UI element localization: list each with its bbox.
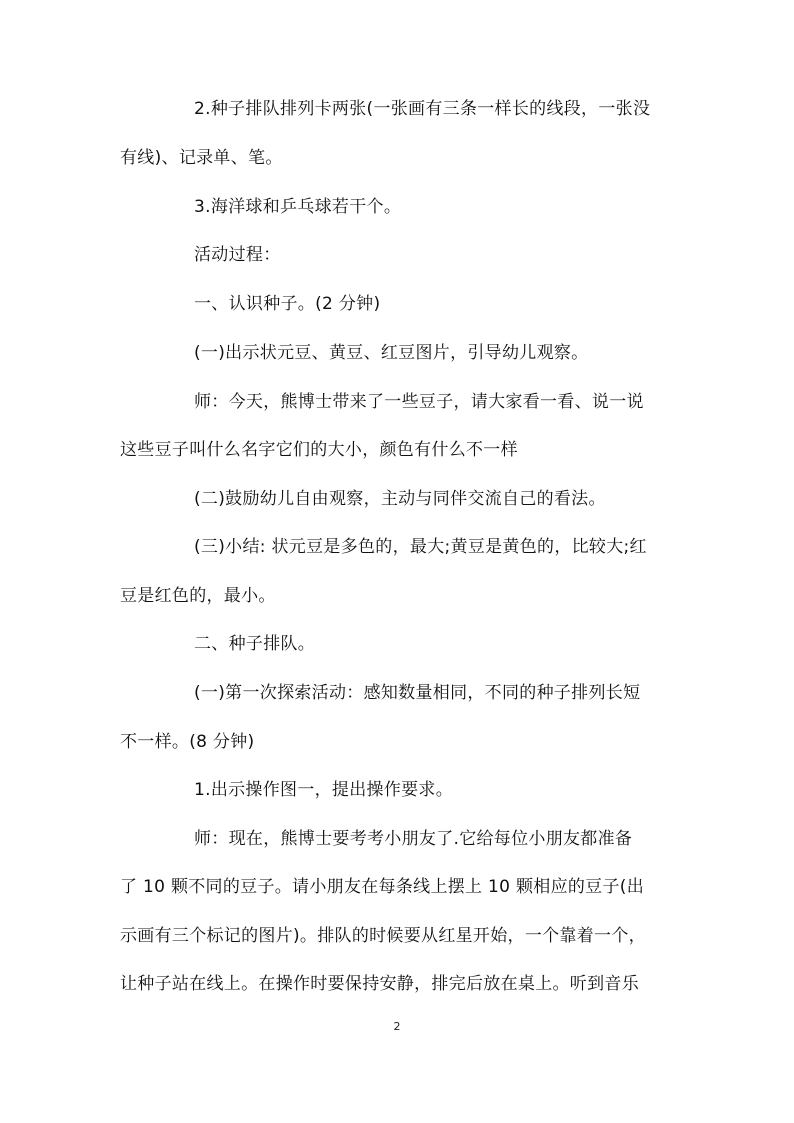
text-line: 示画有三个标记的图片)。排队的时候要从红星开始，一个靠着一个， — [120, 926, 646, 946]
text-line: 师：今天，熊博士带来了一些豆子，请大家看一看、说一说 — [194, 392, 644, 412]
text-line: (三)小结: 状元豆是多色的，最大;黄豆是黄色的，比较大;红 — [194, 537, 647, 557]
text-line: 豆是红色的，最小。 — [120, 586, 276, 606]
text-line: 3.海洋球和乒乓球若干个。 — [194, 197, 402, 217]
text-line: (一)出示状元豆、黄豆、红豆图片，引导幼儿观察。 — [194, 343, 589, 363]
text-line: 有线)、记录单、笔。 — [120, 148, 283, 168]
section-heading: 二、种子排队。 — [194, 634, 316, 654]
text-line: 让种子站在线上。在操作时要保持安静，排完后放在桌上。听到音乐 — [120, 974, 639, 994]
text-line: (一)第一次探索活动：感知数量相同，不同的种子排列长短 — [194, 683, 641, 703]
section-heading: 活动过程： — [194, 245, 281, 265]
text-line: 这些豆子叫什么名字它们的大小，颜色有什么不一样 — [120, 440, 518, 460]
text-line: 不一样。(8 分钟) — [120, 732, 255, 752]
text-line: 2.种子排队排列卡两张(一张画有三条一样长的线段，一张没 — [194, 99, 651, 119]
text-line: 师：现在，熊博士要考考小朋友了.它给每位小朋友都准备 — [194, 829, 633, 849]
text-line: (二)鼓励幼儿自由观察，主动与同伴交流自己的看法。 — [194, 489, 606, 509]
text-line: 1.出示操作图一，提出操作要求。 — [194, 780, 454, 800]
text-line: 了 10 颗不同的豆子。请小朋友在每条线上摆上 10 颗相应的豆子(出 — [120, 877, 645, 897]
section-heading: 一、认识种子。(2 分钟) — [194, 294, 381, 314]
page-number: 2 — [393, 1020, 401, 1033]
